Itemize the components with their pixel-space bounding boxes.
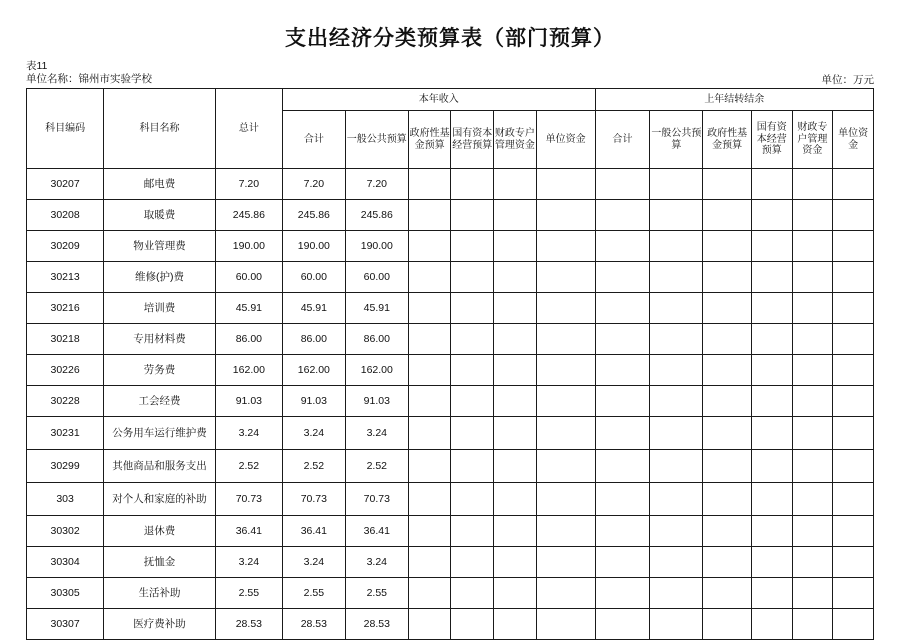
cell-name: 公务用车运行维护费 [104,417,216,450]
cell-name: 医疗费补助 [104,609,216,640]
col-header-name: 科目名称 [104,89,216,169]
cell-l_soe_cap [751,293,792,324]
table-row [27,324,874,355]
cell-l_soe_cap [751,417,792,450]
cell-l_public [650,386,703,417]
cell-l_subtotal [595,169,650,200]
cell-y_subtotal: 3.24 [282,547,345,578]
cell-l_soe_cap [751,169,792,200]
meta-left-block [26,60,152,86]
cell-y_gov_fund [408,417,451,450]
cell-y_gov_fund [408,169,451,200]
col-header-year-subtotal: 合计 [282,111,345,169]
budget-table [26,88,874,640]
col-header-year-public: 一般公共预算 [345,111,408,169]
cell-y_fin_spec [494,324,537,355]
col-header-last-unit-fund: 单位资金 [833,111,874,169]
cell-l_unit [833,417,874,450]
cell-y_public: 3.24 [345,417,408,450]
cell-l_public [650,547,703,578]
unit-name: 单位名称：锦州市实验学校 [26,73,152,85]
cell-l_gov_fund [703,578,752,609]
cell-l_unit [833,578,874,609]
cell-y_unit [536,293,595,324]
cell-l_unit [833,547,874,578]
cell-l_gov_fund [703,450,752,483]
cell-y_public: 91.03 [345,386,408,417]
cell-l_subtotal [595,200,650,231]
cell-y_public: 45.91 [345,293,408,324]
cell-name: 抚恤金 [104,547,216,578]
cell-y_subtotal: 86.00 [282,324,345,355]
table-row [27,200,874,231]
cell-total: 7.20 [215,169,282,200]
cell-y_subtotal: 2.55 [282,578,345,609]
cell-l_fin_spec [792,578,833,609]
cell-y_public: 245.86 [345,200,408,231]
cell-total: 45.91 [215,293,282,324]
cell-l_gov_fund [703,417,752,450]
cell-l_public [650,483,703,516]
cell-l_unit [833,355,874,386]
cell-l_subtotal [595,355,650,386]
cell-l_subtotal [595,483,650,516]
cell-total: 162.00 [215,355,282,386]
cell-l_fin_spec [792,450,833,483]
cell-l_subtotal [595,262,650,293]
table-row [27,262,874,293]
cell-code: 30228 [27,386,104,417]
table-row [27,450,874,483]
cell-y_unit [536,386,595,417]
col-header-year-unit-fund: 单位资金 [536,111,595,169]
table-row [27,609,874,640]
group-header-last-year-carryover: 上年结转结余 [595,89,873,111]
cell-y_gov_fund [408,355,451,386]
cell-y_gov_fund [408,516,451,547]
table-row [27,293,874,324]
cell-y_unit [536,169,595,200]
cell-y_unit [536,355,595,386]
cell-y_fin_spec [494,355,537,386]
cell-y_unit [536,417,595,450]
cell-l_fin_spec [792,483,833,516]
unit-of-measure: 单位：万元 [821,74,874,86]
table-group-header-row [27,89,874,111]
cell-y_subtotal: 45.91 [282,293,345,324]
cell-total: 245.86 [215,200,282,231]
col-header-year-gov-fund: 政府性基金预算 [408,111,451,169]
table-body [27,169,874,640]
cell-y_subtotal: 2.52 [282,450,345,483]
cell-l_gov_fund [703,200,752,231]
cell-l_public [650,169,703,200]
cell-l_fin_spec [792,169,833,200]
cell-y_public: 162.00 [345,355,408,386]
cell-code: 303 [27,483,104,516]
cell-l_fin_spec [792,324,833,355]
cell-y_unit [536,450,595,483]
cell-l_fin_spec [792,609,833,640]
cell-name: 培训费 [104,293,216,324]
cell-l_soe_cap [751,483,792,516]
cell-l_soe_cap [751,324,792,355]
cell-l_subtotal [595,609,650,640]
cell-l_unit [833,169,874,200]
cell-y_soe_cap [451,547,494,578]
cell-l_soe_cap [751,262,792,293]
cell-code: 30299 [27,450,104,483]
cell-y_fin_spec [494,578,537,609]
cell-y_unit [536,516,595,547]
cell-code: 30216 [27,293,104,324]
cell-y_gov_fund [408,578,451,609]
cell-l_unit [833,324,874,355]
cell-y_subtotal: 28.53 [282,609,345,640]
cell-name: 其他商品和服务支出 [104,450,216,483]
cell-y_gov_fund [408,324,451,355]
cell-y_gov_fund [408,609,451,640]
cell-y_public: 3.24 [345,547,408,578]
table-row [27,169,874,200]
cell-y_gov_fund [408,200,451,231]
cell-code: 30209 [27,231,104,262]
table-row [27,417,874,450]
cell-total: 3.24 [215,417,282,450]
cell-y_soe_cap [451,609,494,640]
cell-y_fin_spec [494,547,537,578]
cell-code: 30226 [27,355,104,386]
cell-l_public [650,200,703,231]
table-row [27,355,874,386]
col-header-last-gov-fund: 政府性基金预算 [703,111,752,169]
cell-l_soe_cap [751,578,792,609]
col-header-year-soe-capital: 国有资本经营预算 [451,111,494,169]
cell-y_soe_cap [451,483,494,516]
cell-l_soe_cap [751,355,792,386]
cell-l_subtotal [595,417,650,450]
cell-y_fin_spec [494,609,537,640]
cell-y_subtotal: 91.03 [282,386,345,417]
cell-l_public [650,262,703,293]
cell-y_soe_cap [451,231,494,262]
cell-l_public [650,293,703,324]
cell-l_gov_fund [703,293,752,324]
cell-l_fin_spec [792,386,833,417]
cell-y_gov_fund [408,483,451,516]
cell-l_fin_spec [792,417,833,450]
cell-name: 退休费 [104,516,216,547]
cell-y_gov_fund [408,293,451,324]
cell-l_subtotal [595,231,650,262]
cell-code: 30208 [27,200,104,231]
cell-l_subtotal [595,324,650,355]
cell-y_public: 70.73 [345,483,408,516]
cell-l_gov_fund [703,262,752,293]
cell-l_subtotal [595,516,650,547]
cell-l_soe_cap [751,200,792,231]
cell-y_subtotal: 190.00 [282,231,345,262]
col-header-total: 总计 [215,89,282,169]
cell-l_soe_cap [751,386,792,417]
cell-l_public [650,609,703,640]
cell-name: 专用材料费 [104,324,216,355]
cell-y_gov_fund [408,547,451,578]
table-row [27,547,874,578]
cell-l_soe_cap [751,547,792,578]
cell-l_unit [833,386,874,417]
cell-l_public [650,417,703,450]
cell-l_gov_fund [703,547,752,578]
cell-y_unit [536,609,595,640]
cell-y_fin_spec [494,417,537,450]
col-header-last-fin-special: 财政专户管理资金 [792,111,833,169]
cell-l_gov_fund [703,483,752,516]
cell-y_public: 60.00 [345,262,408,293]
cell-l_fin_spec [792,355,833,386]
cell-y_soe_cap [451,293,494,324]
cell-total: 3.24 [215,547,282,578]
cell-total: 91.03 [215,386,282,417]
cell-y_soe_cap [451,450,494,483]
cell-l_soe_cap [751,231,792,262]
cell-name: 物业管理费 [104,231,216,262]
table-row [27,231,874,262]
cell-l_unit [833,200,874,231]
cell-l_subtotal [595,450,650,483]
col-header-last-soe-capital: 国有资本经营预算 [751,111,792,169]
cell-y_soe_cap [451,200,494,231]
cell-y_unit [536,547,595,578]
cell-y_soe_cap [451,417,494,450]
cell-l_soe_cap [751,450,792,483]
cell-y_gov_fund [408,386,451,417]
cell-y_fin_spec [494,200,537,231]
cell-l_unit [833,262,874,293]
table-number: 表11 [26,60,48,72]
cell-l_fin_spec [792,231,833,262]
cell-name: 对个人和家庭的补助 [104,483,216,516]
cell-y_subtotal: 70.73 [282,483,345,516]
cell-y_unit [536,262,595,293]
cell-y_soe_cap [451,355,494,386]
table-row [27,386,874,417]
cell-name: 邮电费 [104,169,216,200]
cell-y_unit [536,231,595,262]
cell-name: 工会经费 [104,386,216,417]
cell-l_gov_fund [703,609,752,640]
cell-l_soe_cap [751,609,792,640]
cell-y_gov_fund [408,450,451,483]
cell-l_unit [833,293,874,324]
cell-total: 36.41 [215,516,282,547]
cell-y_public: 86.00 [345,324,408,355]
cell-l_unit [833,609,874,640]
cell-y_soe_cap [451,516,494,547]
cell-l_fin_spec [792,200,833,231]
cell-y_unit [536,483,595,516]
cell-l_public [650,578,703,609]
cell-l_fin_spec [792,547,833,578]
cell-y_soe_cap [451,262,494,293]
cell-y_fin_spec [494,450,537,483]
group-header-this-year-income: 本年收入 [282,89,595,111]
cell-l_public [650,355,703,386]
cell-l_public [650,450,703,483]
cell-y_fin_spec [494,231,537,262]
cell-code: 30305 [27,578,104,609]
cell-total: 60.00 [215,262,282,293]
cell-code: 30307 [27,609,104,640]
cell-total: 2.52 [215,450,282,483]
cell-y_unit [536,324,595,355]
cell-y_fin_spec [494,293,537,324]
cell-total: 190.00 [215,231,282,262]
cell-l_subtotal [595,293,650,324]
cell-y_public: 28.53 [345,609,408,640]
cell-y_public: 2.52 [345,450,408,483]
cell-y_subtotal: 7.20 [282,169,345,200]
cell-name: 取暖费 [104,200,216,231]
cell-total: 70.73 [215,483,282,516]
cell-code: 30302 [27,516,104,547]
table-row [27,578,874,609]
cell-l_public [650,231,703,262]
document-meta [26,60,874,88]
cell-l_public [650,324,703,355]
col-header-last-public: 一般公共预算 [650,111,703,169]
cell-y_public: 2.55 [345,578,408,609]
cell-y_soe_cap [451,386,494,417]
cell-l_unit [833,483,874,516]
cell-code: 30304 [27,547,104,578]
col-header-year-fin-special: 财政专户管理资金 [494,111,537,169]
cell-y_subtotal: 36.41 [282,516,345,547]
cell-name: 维修(护)费 [104,262,216,293]
table-row [27,483,874,516]
page-title: 支出经济分类预算表（部门预算） [285,26,615,50]
cell-l_fin_spec [792,516,833,547]
cell-total: 2.55 [215,578,282,609]
cell-name: 生活补助 [104,578,216,609]
cell-y_soe_cap [451,324,494,355]
cell-y_unit [536,578,595,609]
cell-l_soe_cap [751,516,792,547]
cell-l_fin_spec [792,293,833,324]
cell-l_unit [833,231,874,262]
cell-l_subtotal [595,578,650,609]
cell-y_subtotal: 60.00 [282,262,345,293]
cell-y_public: 190.00 [345,231,408,262]
col-header-last-subtotal: 合计 [595,111,650,169]
cell-l_gov_fund [703,169,752,200]
cell-y_fin_spec [494,169,537,200]
cell-l_gov_fund [703,516,752,547]
cell-name: 劳务费 [104,355,216,386]
cell-y_public: 7.20 [345,169,408,200]
cell-y_public: 36.41 [345,516,408,547]
cell-l_gov_fund [703,231,752,262]
cell-code: 30213 [27,262,104,293]
cell-l_gov_fund [703,355,752,386]
cell-y_subtotal: 245.86 [282,200,345,231]
cell-l_fin_spec [792,262,833,293]
cell-y_soe_cap [451,578,494,609]
cell-l_unit [833,450,874,483]
cell-code: 30231 [27,417,104,450]
cell-y_gov_fund [408,262,451,293]
cell-l_public [650,516,703,547]
cell-y_fin_spec [494,386,537,417]
cell-y_subtotal: 3.24 [282,417,345,450]
cell-y_gov_fund [408,231,451,262]
table-row [27,516,874,547]
col-header-code: 科目编码 [27,89,104,169]
cell-code: 30218 [27,324,104,355]
cell-y_soe_cap [451,169,494,200]
cell-l_gov_fund [703,324,752,355]
cell-total: 28.53 [215,609,282,640]
cell-code: 30207 [27,169,104,200]
cell-l_subtotal [595,386,650,417]
cell-l_unit [833,516,874,547]
cell-total: 86.00 [215,324,282,355]
cell-y_unit [536,200,595,231]
cell-l_gov_fund [703,386,752,417]
cell-y_subtotal: 162.00 [282,355,345,386]
cell-y_fin_spec [494,483,537,516]
cell-y_fin_spec [494,516,537,547]
cell-l_subtotal [595,547,650,578]
document-page [0,22,900,630]
cell-y_fin_spec [494,262,537,293]
